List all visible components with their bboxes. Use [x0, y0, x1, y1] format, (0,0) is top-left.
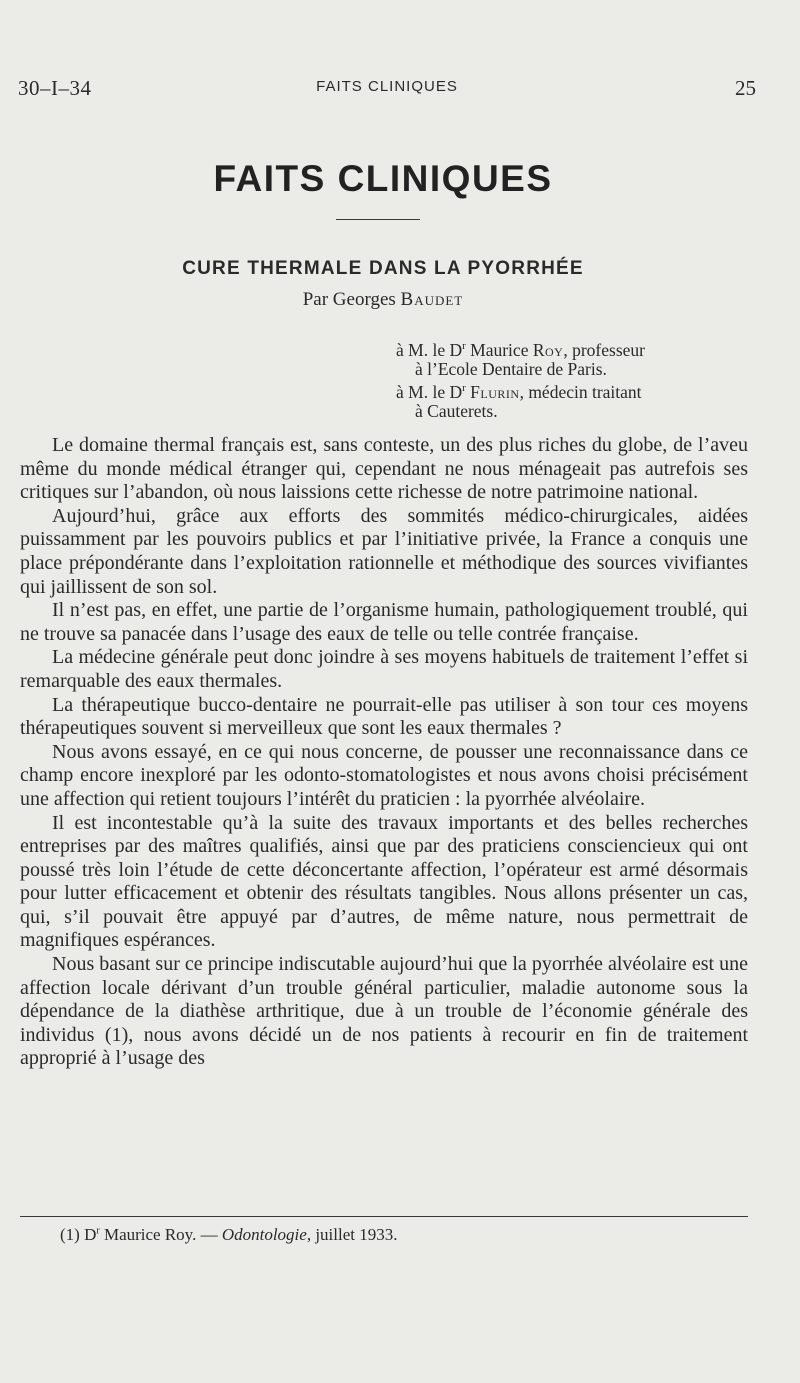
- paragraph: Aujourd’hui, grâce aux efforts des sommités médico-chirurgicales, aidées puissamment par les pouvoirs publics et par l’initiative privée, la France a conquis une place prépondérante dans l’exploitation rationnelle et méthodique des sources vivifiantes qui jaillissent de son sol.: [20, 504, 748, 598]
- section-title: FAITS CLINIQUES: [213, 158, 553, 199]
- dedication-line-4: à Cauterets.: [415, 400, 498, 421]
- paragraph: Nous basant sur ce principe indiscutable aujourd’hui que la pyorrhée alvéolaire est une affection locale dérivant d’un trouble général particulier, maladie autonome sous la dépendance de la diathèse arthritique, due à un trouble de l’économie générale des individus (1), nous avons décidé un de nos patients à recourir en fin de traitement approprié à l’usage des: [20, 953, 748, 1070]
- paragraph: Il n’est pas, en effet, une partie de l’organisme humain, pathologiquement troublé, qui ne trouve sa panacée dans l’usage des eaux de telle ou telle contrée française.: [20, 599, 748, 645]
- issue-date: 30–I–34: [18, 76, 92, 100]
- title-divider: [336, 219, 420, 220]
- running-head: [18, 76, 756, 100]
- paragraph: Le domaine thermal français est, sans conteste, un des plus riches du globe, de l’aveu même du monde médical étranger qui, cependant ne nous ménageait pas autrefois ses critiques sur l’abandon, où nous laissions cette richesse de notre patrimoine national.: [20, 434, 748, 504]
- journal-title: Odontologie: [221, 1225, 307, 1244]
- paragraph: Il est incontestable qu’à la suite des travaux importants et des belles recherches entreprises par des maîtres qualifiés, ainsi que par des praticiens consciencieux qui ont poussé très loin l’étude de cette déconcertante affection, l’opérateur est armé désormais pour lutter efficacement et obtenir des résultats tangibles. Nous allons présenter un cas, qui, s’il pouvait être appuyé par d’autres, de même nature, nous permettrait de magnifiques espérances.: [20, 811, 748, 952]
- dedication-line-1: à M. le $D^r$ Maurice Roy, professeur: [396, 339, 645, 360]
- page-number: 25: [735, 76, 756, 100]
- article-body: [20, 434, 748, 1071]
- author-name: Baudet: [400, 289, 464, 310]
- footnote: (1) $D^r$ Maurice Roy. — Odontologie, juillet 1933.: [60, 1225, 398, 1244]
- section-header: FAITS CLINIQUES: [316, 78, 458, 95]
- paragraph: La thérapeutique bucco-dentaire ne pourrait-elle pas utiliser à son tour ces moyens thérapeutiques souvent si merveilleux que sont les eaux thermales ?: [20, 693, 748, 740]
- paragraph: Nous avons essayé, en ce qui nous concerne, de pousser une reconnaissance dans ce champ encore inexploré par les odonto-stomatologistes et nous avons choisi précisément une affection qui retient toujours l’intérêt du praticien : la pyorrhée alvéolaire.: [20, 740, 748, 810]
- byline-prefix: Par Georges: [302, 289, 396, 310]
- dedication-line-3: à M. le $D^r$ Flurin, médecin traitant: [396, 381, 642, 402]
- byline: [0, 289, 766, 311]
- article-title: CURE THERMALE DANS LA PYORRHÉE: [182, 258, 584, 279]
- dedication: [396, 337, 645, 421]
- footnote-divider: [20, 1216, 748, 1217]
- dedication-line-2: à l’Ecole Dentaire de Paris.: [415, 358, 607, 379]
- paragraph: La médecine générale peut donc joindre à ses moyens habituels de traitement l’effet si remarquable des eaux thermales.: [20, 646, 748, 692]
